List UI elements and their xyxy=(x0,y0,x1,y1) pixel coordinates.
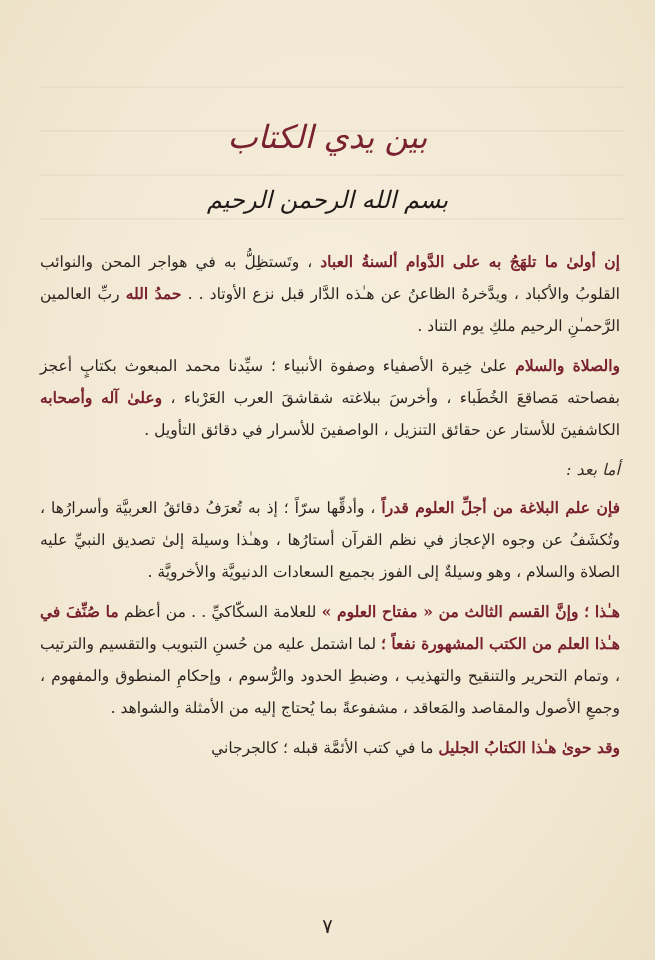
paragraph-1-lead: إن أولىٰ ما تلهَجُ به على الدَّوام ألسنةُ العباد xyxy=(320,252,620,271)
amma-baad: أما بعد : xyxy=(565,460,620,479)
main-text xyxy=(40,246,620,772)
paragraph-4-lead: هـٰذا ؛ وإنَّ القسم الثالث من « مفتاح العلوم » xyxy=(321,602,620,621)
paragraph-4-lead-2: ما صُنِّفَ في هـٰذا العلم من الكتب المشهورة نفعاً ؛ xyxy=(40,602,620,653)
paragraph-3 xyxy=(40,492,620,588)
paragraph-4-text-2: لما اشتمل عليه من حُسنِ التبويب والتقسيم والترتيب ، وتمام التحرير والتنقيح والتهذيب ، وضبطِ الحدود والرُّسوم ، وإحكامِ المنطوق والمفهوم ، وجمعِ الأصول والمقاصد والمَعاقد ، مشفوعةً بما يُحتاج إليه من الأمثلة والشواهد . xyxy=(40,635,620,717)
paragraph-1-hamd-rest: ربِّ العالمين الرَّحمـٰنِ الرحيم ملكِ يوم التناد . xyxy=(40,285,620,335)
paragraph-1 xyxy=(40,246,620,342)
paragraph-2-lead: والصلاة والسلام xyxy=(515,356,620,375)
paragraph-3-lead: فإن علم البلاغة من أجلِّ العلوم قدراً xyxy=(381,498,620,517)
page-number: ٧ xyxy=(322,914,333,938)
basmala: بسم الله الرحمن الرحيم xyxy=(206,186,449,214)
paragraph-5 xyxy=(40,732,620,764)
paragraph-2-text: علىٰ خِيرة الأصفياء وصفوة الأنبياء ؛ سيِّدنا محمد المبعوث بكتابٍ أعجز بفصاحته مَصاقعَ الخُطَباء ، وأخرسَ ببلاغته شقاشقَ العرب العَرْباء ، xyxy=(40,357,620,407)
paragraph-2-lead-2: وعلىٰ آله وأصحابه xyxy=(40,388,163,407)
page-heading: بين يدي الكتاب xyxy=(227,118,428,156)
paragraph-2 xyxy=(40,350,620,446)
paragraph-1-text: ، وتَستظِلُّ به في هواجر المحن والنوائب القلوبُ والأكباد ، ويدَّخرهُ الظاعنُ عن هـٰذه الدَّار قبل نزع الأوتاد . . xyxy=(40,253,620,303)
paragraph-1-hamd: حمدُ الله xyxy=(125,284,182,303)
paragraph-4-text: للعلامة السكّاكيِّ . . من أعظم xyxy=(123,603,317,621)
paragraph-5-text: ما في كتب الأئمَّة قبله ؛ كالجرجاني xyxy=(211,739,434,757)
paragraph-3-text: ، وأدقِّها سرّاً ؛ إذ به تُعرَفُ دقائقُ العربيَّة وأسرارُها ، وتُكشَفُ عن وجوه الإعجاز في نظم القرآن أستارُها ، وهـٰذا وسيلة إلىٰ تصديق النبيِّ عليه الصلاة والسلام ، وهو وسيلةٌ إلى الفوز بجميع السعادات الدنيويَّة والأخرويَّة . xyxy=(40,499,620,581)
paragraph-5-lead: وقد حوىٰ هـٰذا الكتابُ الجليل xyxy=(438,738,620,757)
paragraph-4 xyxy=(40,596,620,724)
paragraph-2-text-2: الكاشفينَ للأستار عن حقائق التنزيل ، الواصفينَ للأسرار في دقائق التأويل . xyxy=(144,421,620,439)
